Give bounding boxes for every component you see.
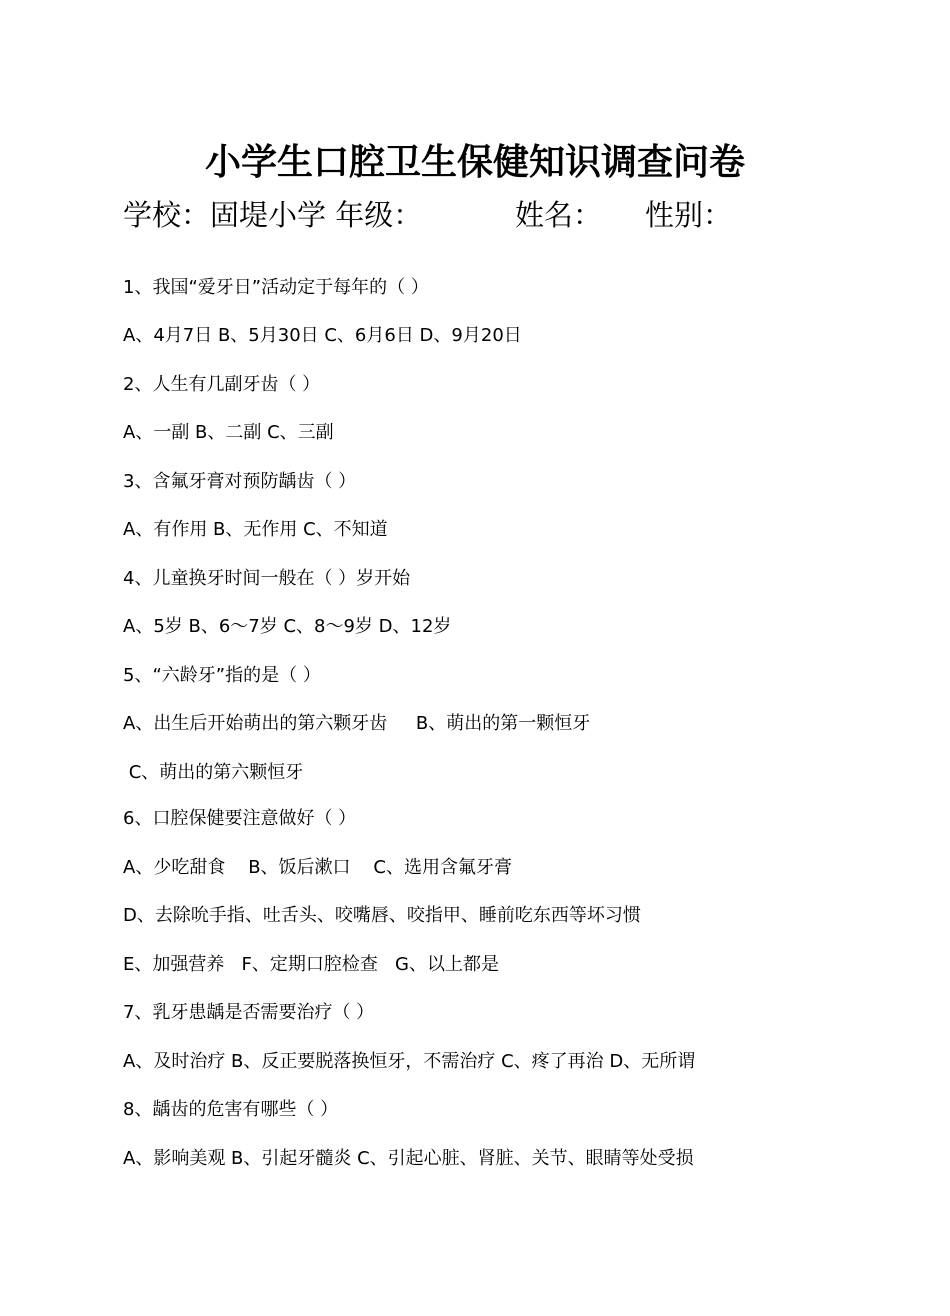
question-8: 8、龋齿的危害有哪些（ ） xyxy=(123,1099,339,1120)
question-5: 5、“六龄牙”指的是（ ） xyxy=(123,665,321,686)
student-info-line xyxy=(123,195,732,235)
question-7-options: A、及时治疗 B、反正要脱落换恒牙，不需治疗 C、疼了再治 D、无所谓 xyxy=(123,1051,696,1072)
question-8-options: A、影响美观 B、引起牙髓炎 C、引起心脏、肾脏、关节、眼睛等处受损 xyxy=(123,1148,694,1169)
question-6-option-d: D、去除吮手指、吐舌头、咬嘴唇、咬指甲、睡前吃东西等坏习惯 xyxy=(123,905,641,926)
question-6: 6、口腔保健要注意做好（ ） xyxy=(123,808,357,829)
gender-label: 性别： xyxy=(645,198,733,232)
school-grade-label: 学校：固堤小学 年级： xyxy=(123,198,423,232)
question-1: 1、我国“爱牙日”活动定于每年的（ ） xyxy=(123,277,429,298)
question-2-options: A、一副 B、二副 C、三副 xyxy=(123,422,334,443)
question-7: 7、乳牙患龋是否需要治疗（ ） xyxy=(123,1002,375,1023)
question-1-options: A、4月7日 B、5月30日 C、6月6日 D、9月20日 xyxy=(123,325,522,346)
question-3-options: A、有作用 B、无作用 C、不知道 xyxy=(123,519,388,540)
question-4: 4、儿童换牙时间一般在（ ）岁开始 xyxy=(123,568,411,589)
question-2: 2、人生有几副牙齿（ ） xyxy=(123,374,321,395)
question-6-options-efg: E、加强营养 F、定期口腔检查 G、以上都是 xyxy=(123,954,500,975)
question-5-option-c: C、萌出的第六颗恒牙 xyxy=(123,762,304,783)
question-3: 3、含氟牙膏对预防龋齿（ ） xyxy=(123,471,357,492)
question-6-options-abc: A、少吃甜食 B、饭后漱口 C、选用含氟牙膏 xyxy=(123,857,513,878)
question-4-options: A、5岁 B、6～7岁 C、8～9岁 D、12岁 xyxy=(123,616,452,637)
document-title: 小学生口腔卫生保健知识调查问卷 xyxy=(204,141,745,183)
question-5-options-ab: A、出生后开始萌出的第六颗牙齿 B、萌出的第一颗恒牙 xyxy=(123,713,591,734)
name-label: 姓名： xyxy=(515,198,603,232)
